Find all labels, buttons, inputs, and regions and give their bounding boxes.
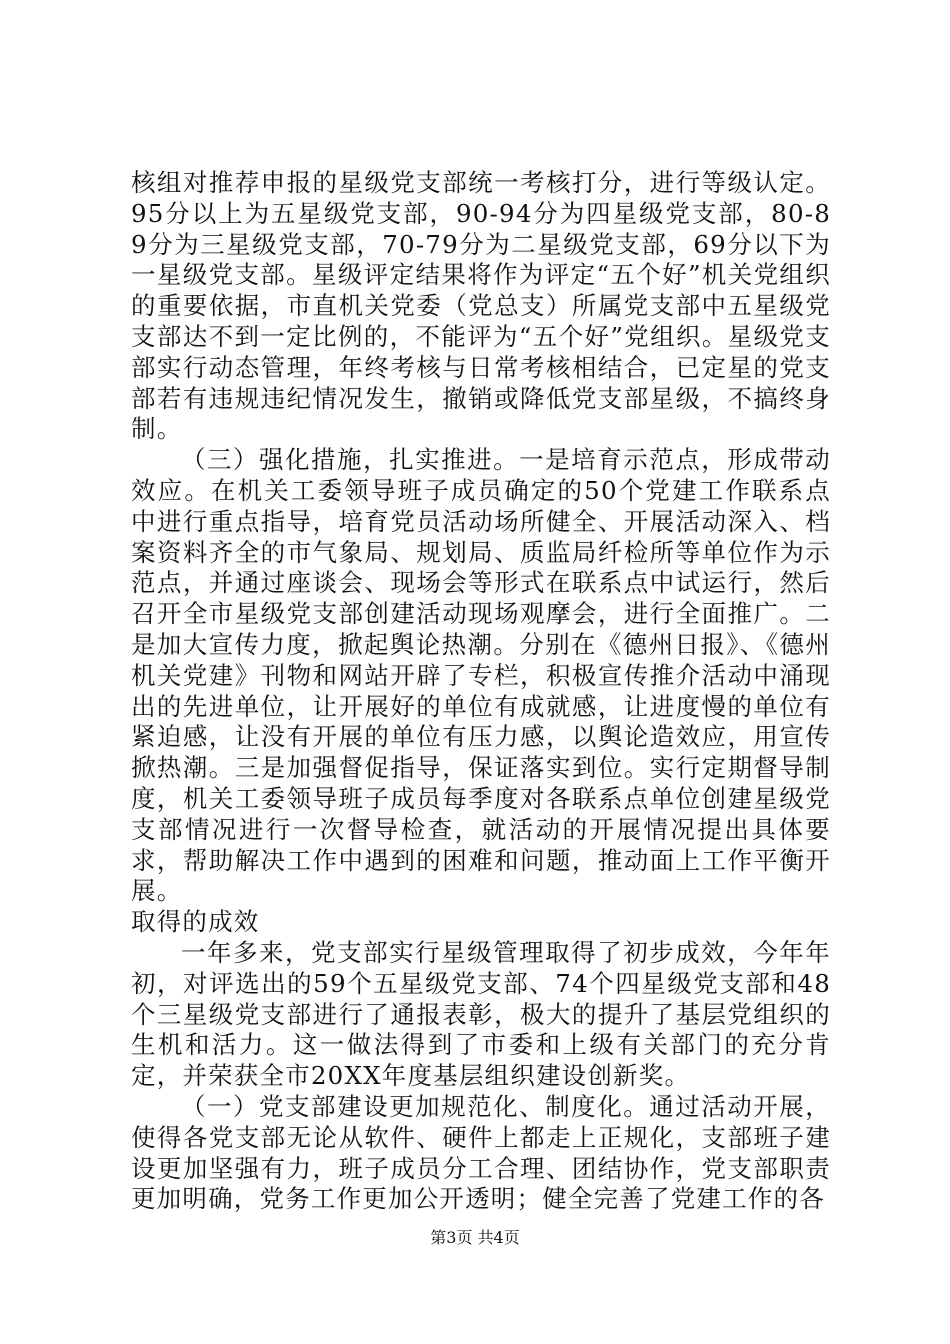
paragraph-star-rating-criteria: 核组对推荐申报的星级党支部统一考核打分，进行等级认定。95分以上为五星级党支部，90-94分为四星级党支部，80-89分为三星级党支部，70-79分为二星级党支部，69分以下为一星级党支部。星级评定结果将作为评定“五个好”机关党组织的重要依据，市直机关党委（党总支）所属党支部中五星级党支部达不到一定比例的，不能评为“五个好”党组织。星级党支部实行动态管理，年终考核与日常考核相结合，已定星的党支部若有违规违纪情况发生，撤销或降低党支部星级，不搞终身制。 [131, 168, 831, 444]
document-body [131, 168, 831, 1215]
paragraph-results-summary: 一年多来，党支部实行星级管理取得了初步成效，今年年初，对评选出的59个五星级党支部、74个四星级党支部和48个三星级党支部进行了通报表彰，极大的提升了基层党组织的生机和活力。这一做法得到了市委和上级有关部门的充分肯定，并荣获全市20XX年度基层组织建设创新奖。 [131, 937, 831, 1091]
paragraph-standardization: （一）党支部建设更加规范化、制度化。通过活动开展，使得各党支部无论从软件、硬件上都走上正规化，支部班子建设更加坚强有力，班子成员分工合理、团结协作，党支部职责更加明确，党务工作更加公开透明；健全完善了党建工作的各 [131, 1091, 831, 1214]
page-number-footer: 第3页 共4页 [430, 1228, 520, 1247]
paragraph-strengthen-measures: （三）强化措施，扎实推进。一是培育示范点，形成带动效应。在机关工委领导班子成员确定的50个党建工作联系点中进行重点指导，培育党员活动场所健全、开展活动深入、档案资料齐全的市气象局、规划局、质监局纤检所等单位作为示范点，并通过座谈会、现场会等形式在联系点中试运行，然后召开全市星级党支部创建活动现场观摩会，进行全面推广。二是加大宣传力度，掀起舆论热潮。分别在《德州日报》、《德州机关党建》刊物和网站开辟了专栏，积极宣传推介活动中涌现出的先进单位，让开展好的单位有成就感，让进度慢的单位有紧迫感，让没有开展的单位有压力感，以舆论造效应，用宣传掀热潮。三是加强督促指导，保证落实到位。实行定期督导制度，机关工委领导班子成员每季度对各联系点单位创建星级党支部情况进行一次督导检查，就活动的开展情况提出具体要求，帮助解决工作中遇到的困难和问题，推动面上工作平衡开展。 [131, 445, 831, 906]
section-heading-results: 取得的成效 [131, 907, 260, 937]
